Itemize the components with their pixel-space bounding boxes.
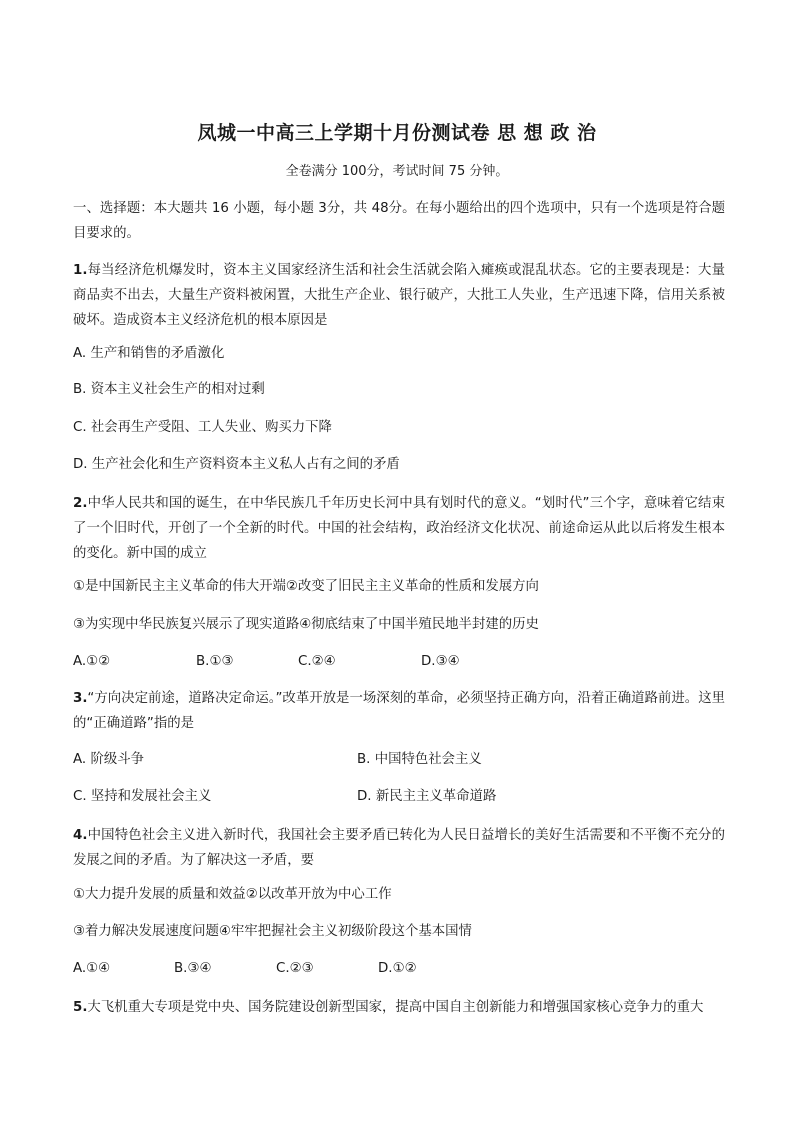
question-1-option-b[interactable]: B. 资本主义社会生产的相对过剩 (73, 382, 265, 397)
question-3-option-a[interactable]: A. 阶级斗争 (73, 752, 144, 767)
question-3-option-b[interactable]: B. 中国特色社会主义 (357, 752, 482, 767)
exam-subtitle: 全卷满分 100分，考试时间 75 分钟。 (285, 164, 509, 179)
question-2-text: 中华人民共和国的诞生，在中华民族几千年历史长河中具有划时代的意义。“划时代”三个字，意味着它结束了一个旧时代，开创了一个全新的时代。中国的社会结构，政治经济文化状况、前途命运从此以后将发生根本的变化。新中国的成立 (73, 496, 725, 561)
question-3-option-d[interactable]: D. 新民主主义革命道路 (357, 789, 497, 804)
question-2-option-c[interactable]: C.②④ (298, 654, 336, 669)
question-4-option-b[interactable]: B.③④ (174, 961, 212, 976)
question-1-option-c[interactable]: C. 社会再生产受阻、工人失业、购买力下降 (73, 420, 332, 435)
question-1-text: 每当经济危机爆发时，资本主义国家经济生活和社会生活就会陷入瘫痪或混乱状态。它的主要表现是：大量商品卖不出去，大量生产资料被闲置，大批生产企业、银行破产，大批工人失业，生产迅速下降，信用关系被破坏。造成资本主义经济危机的根本原因是 (73, 263, 725, 328)
question-1-option-d[interactable]: D. 生产社会化和生产资料资本主义私人占有之间的矛盾 (73, 457, 400, 472)
question-4-stem (73, 823, 725, 873)
question-5-number: 5. (73, 1000, 88, 1015)
question-2-option-d[interactable]: D.③④ (421, 654, 460, 669)
question-4-text: 中国特色社会主义进入新时代，我国社会主要矛盾已转化为人民日益增长的美好生活需要和不平衡不充分的发展之间的矛盾。为了解决这一矛盾，要 (73, 828, 725, 868)
question-3-number: 3. (73, 691, 88, 706)
question-5-stem (73, 995, 725, 1020)
question-4-option-c[interactable]: C.②③ (276, 961, 314, 976)
question-1-stem (73, 258, 725, 333)
question-2-option-a[interactable]: A.①② (73, 654, 111, 669)
question-2-stem (73, 491, 725, 566)
question-5-text: 大飞机重大专项是党中央、国务院建设创新型国家，提高中国自主创新能力和增强国家核心竞争力的重大 (87, 1000, 704, 1015)
question-3-options-row-1 (73, 750, 733, 770)
question-3-options-row-2 (73, 787, 733, 807)
question-4-statement-1: ①大力提升发展的质量和效益②以改革开放为中心工作 (73, 887, 392, 902)
question-2-number: 2. (73, 496, 88, 511)
question-3-text: “方向决定前途，道路决定命运。”改革开放是一场深刻的革命，必须坚持正确方向，沿着正确道路前进。这里的“正确道路”指的是 (73, 691, 725, 731)
question-4-option-a[interactable]: A.①④ (73, 961, 111, 976)
section-instruction: 一、选择题：本大题共 16 小题，每小题 3分，共 48分。在每小题给出的四个选项中，只有一个选项是符合题目要求的。 (73, 201, 725, 241)
question-4-statement-2: ③着力解决发展速度问题④牢牢把握社会主义初级阶段这个基本国情 (73, 924, 472, 939)
question-2-option-b[interactable]: B.①③ (196, 654, 234, 669)
question-2-statement-1: ①是中国新民主主义革命的伟大开端②改变了旧民主主义革命的性质和发展方向 (73, 579, 539, 594)
question-1-option-a[interactable]: A. 生产和销售的矛盾激化 (73, 346, 225, 361)
question-4-option-d[interactable]: D.①② (378, 961, 417, 976)
question-3-option-c[interactable]: C. 坚持和发展社会主义 (73, 789, 212, 804)
exam-title: 凤城一中高三上学期十月份测试卷 思 想 政 治 (197, 122, 597, 144)
question-4-number: 4. (73, 828, 88, 843)
question-2-statement-2: ③为实现中华民族复兴展示了现实道路④彻底结束了中国半殖民地半封建的历史 (73, 617, 539, 632)
question-1-number: 1. (73, 263, 88, 278)
question-4-options (73, 959, 733, 979)
question-2-options (73, 652, 733, 672)
question-3-stem (73, 686, 725, 736)
